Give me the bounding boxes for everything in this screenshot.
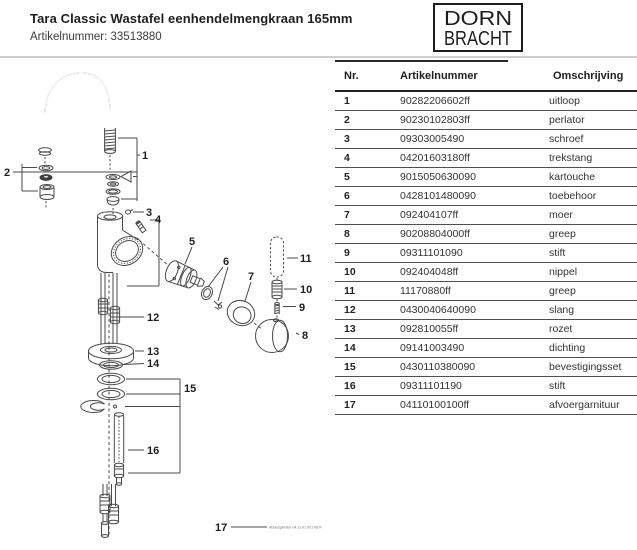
bevestigingsset-parts — [81, 373, 180, 473]
row-nr: 4 — [344, 152, 350, 164]
dornbracht-logo — [433, 3, 523, 57]
callout-label-8: 8 — [302, 330, 309, 342]
nippel-part — [272, 278, 297, 299]
table-row — [335, 149, 637, 168]
ring-clip-parts — [199, 267, 228, 310]
cap-nut-part — [223, 282, 259, 330]
row-nr: 3 — [344, 133, 350, 145]
row-nr: 2 — [344, 114, 350, 126]
row-omschrijving: perlator — [549, 114, 585, 126]
table-row — [335, 92, 637, 111]
row-artikelnummer: 092810055ff — [400, 323, 459, 335]
table-row — [335, 187, 637, 206]
callout-label-10: 10 — [300, 284, 313, 296]
row-omschrijving: schroef — [549, 133, 584, 145]
column-header-omschrijving: Omschrijving — [553, 70, 624, 82]
screw-part — [125, 210, 144, 215]
row-omschrijving: stift — [549, 247, 566, 259]
table-row — [335, 111, 637, 130]
logo-word-dorn: DORN — [444, 7, 512, 30]
article-number: Artikelnummer: 33513880 — [30, 31, 162, 43]
row-artikelnummer: 0428101480090 — [400, 190, 476, 202]
row-nr: 11 — [344, 285, 356, 297]
row-artikelnummer: 04201603180ff — [400, 152, 470, 164]
row-artikelnummer: 11170880ff — [400, 285, 451, 297]
row-artikelnummer: 092404048ff — [400, 266, 459, 278]
row-omschrijving: bevestigingsset — [549, 361, 622, 373]
row-nr: 5 — [344, 171, 350, 183]
callout-label-9: 9 — [299, 302, 306, 314]
callout-label-4: 4 — [155, 214, 162, 226]
callout-label-13: 13 — [147, 346, 160, 358]
exploded-diagram — [0, 60, 335, 550]
callout-label-12: 12 — [147, 312, 160, 324]
callout-label-17: 17 — [215, 522, 228, 534]
perlator-parts — [39, 157, 54, 208]
table-row — [335, 396, 637, 415]
knob-part — [256, 319, 300, 353]
row-artikelnummer: 90208804000ff — [400, 228, 470, 240]
stift-part — [275, 299, 296, 319]
callout-label-6: 6 — [223, 256, 230, 268]
row-artikelnummer: 9015050630090 — [400, 171, 476, 183]
table-top-border — [335, 60, 508, 62]
table-row — [335, 225, 637, 244]
page-title: Tara Classic Wastafel eenhendelmengkraan 165mm — [30, 11, 353, 26]
row-nr: 13 — [344, 323, 356, 335]
callout-label-7: 7 — [248, 271, 255, 283]
row-omschrijving: greep — [549, 285, 576, 297]
table-row — [335, 130, 637, 149]
table-row — [335, 320, 637, 339]
row-nr: 17 — [344, 399, 356, 411]
row-omschrijving: kartouche — [549, 171, 596, 183]
callout-label-11: 11 — [300, 253, 312, 265]
callout-leader-lines — [13, 138, 140, 201]
column-header-artikelnummer: Artikelnummer — [400, 70, 478, 82]
spout-seal-parts — [106, 155, 131, 214]
spout-part — [39, 73, 116, 155]
row-omschrijving: uitloop — [549, 95, 580, 107]
row-artikelnummer: 09311101090 — [400, 247, 463, 259]
rozet-part — [89, 343, 145, 366]
row-artikelnummer: 0430040640090 — [400, 304, 476, 316]
table-row — [335, 358, 637, 377]
assembly-dashed-line — [139, 240, 169, 266]
row-artikelnummer: 09141003490 — [400, 342, 465, 354]
table-row — [335, 263, 637, 282]
header-divider — [0, 56, 637, 58]
row-omschrijving: afvoergarnituur — [549, 399, 620, 411]
callout-label-14: 14 — [147, 358, 160, 370]
row-omschrijving: moer — [549, 209, 573, 221]
row-omschrijving: stift — [549, 380, 566, 392]
row-nr: 1 — [344, 95, 350, 107]
row-nr: 8 — [344, 228, 350, 240]
callout-5-leader — [185, 247, 192, 264]
table-row — [335, 377, 637, 396]
drain-assembly-parts — [100, 484, 267, 537]
row-omschrijving: toebehoor — [549, 190, 597, 202]
table-header-row — [335, 62, 637, 92]
table-row — [335, 168, 637, 187]
diagram-footnote: Ablaufgarnitur 04.11.01 001 08 R — [269, 525, 322, 530]
row-nr: 16 — [344, 380, 356, 392]
row-nr: 7 — [344, 209, 350, 221]
row-artikelnummer: 092404107ff — [400, 209, 459, 221]
callout-label-3: 3 — [146, 207, 153, 219]
row-artikelnummer: 04110100100ff — [400, 399, 470, 411]
row-nr: 10 — [344, 266, 356, 278]
spring-rod-part — [114, 413, 144, 485]
row-omschrijving: dichting — [549, 342, 586, 354]
row-nr: 12 — [344, 304, 356, 316]
trekstang-part — [127, 220, 159, 286]
row-artikelnummer: 90230102803ff — [400, 114, 470, 126]
row-artikelnummer: 09303005490 — [400, 133, 465, 145]
row-nr: 14 — [344, 342, 356, 354]
column-header-nr: Nr. — [344, 70, 359, 82]
table-row — [335, 301, 637, 320]
callout-label-5: 5 — [189, 236, 196, 248]
parts-table — [335, 60, 637, 415]
table-row — [335, 206, 637, 225]
faucet-body — [98, 212, 149, 273]
row-omschrijving: rozet — [549, 323, 573, 335]
row-artikelnummer: 90282206602ff — [400, 95, 470, 107]
callout-label-2: 2 — [4, 167, 11, 179]
row-artikelnummer: 0430110380090 — [400, 361, 476, 373]
row-nr: 9 — [344, 247, 350, 259]
logo-word-bracht: BRACHT — [444, 27, 513, 50]
row-omschrijving: greep — [549, 228, 576, 240]
row-nr: 6 — [344, 190, 350, 202]
row-artikelnummer: 09311101190 — [400, 380, 462, 392]
row-omschrijving: trekstang — [549, 152, 593, 164]
row-nr: 15 — [344, 361, 356, 373]
callout-label-16: 16 — [147, 445, 160, 457]
row-omschrijving: slang — [549, 304, 575, 316]
lever-part-outline — [271, 237, 299, 277]
table-row — [335, 339, 637, 358]
table-row — [335, 282, 637, 301]
cartridge-part — [163, 259, 208, 294]
callout-label-1: 1 — [142, 150, 149, 162]
row-omschrijving: nippel — [549, 266, 578, 278]
parts-table-rows — [335, 92, 637, 415]
table-row — [335, 244, 637, 263]
callout-label-15: 15 — [184, 383, 197, 395]
